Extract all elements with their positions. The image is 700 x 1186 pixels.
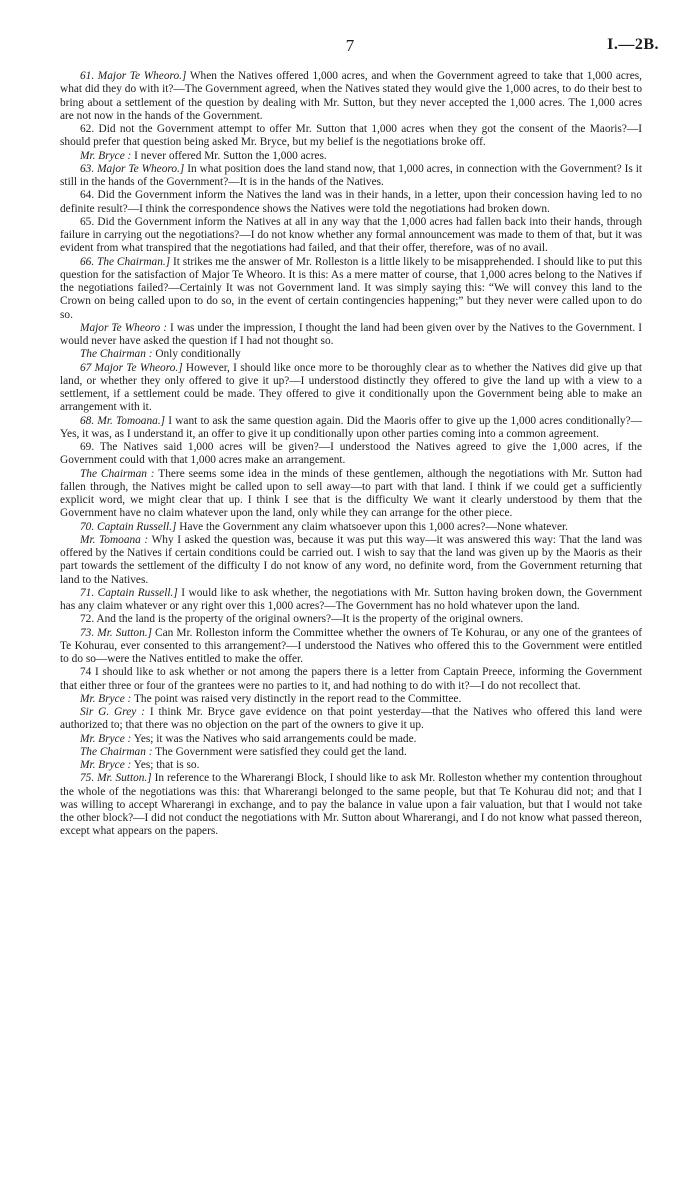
paragraph-text: The point was raised very distinctly in the report read to the Committee.	[131, 692, 462, 705]
paragraph-text: 69. The Natives said 1,000 acres will be given?—I understood the Natives agreed to give the 1,000 acres, if the Government could with that 1,000 acres make an arrangement.	[60, 441, 642, 467]
paragraph	[60, 733, 642, 746]
paragraph-text: There seems some idea in the minds of these gentlemen, although the negotiations with Mr. Sutton had fallen through, the Natives might be called upon to sell away—to part with that land. I think if we could get a sufficiently explicit word, we might clear that up. I think I see that is the difficulty We want it clearly understood by them that the Government have no claim whatever upon the land, only while they can arrange for the other piece.	[60, 467, 642, 520]
speaker-label: 66. The Chairman.]	[80, 255, 171, 268]
paragraph	[60, 362, 642, 415]
paragraph	[60, 746, 642, 759]
speaker-label: 75. Mr. Sutton.]	[80, 772, 152, 785]
speaker-label: Major Te Wheoro :	[80, 321, 167, 334]
paragraph	[60, 587, 642, 614]
speaker-label: The Chairman :	[80, 348, 153, 361]
paragraph-text: Can Mr. Rolleston inform the Committee whether the owners of Te Kohurau, or any one of the grantees of Te Kohurau, ever consented to this arrangement?—I understood the Natives who offered this to the Government were entitled to do so—were the Natives entitled to make the offer.	[60, 626, 642, 665]
speaker-label: 70. Captain Russell.]	[80, 520, 177, 533]
speaker-label: The Chairman :	[80, 467, 155, 480]
paragraph-text: 72. And the land is the property of the original owners?—It is the property of the original owners.	[80, 613, 524, 626]
page-number: 7	[345, 36, 355, 55]
paragraph-text: I would like to ask whether, the negotiations with Mr. Sutton having broken down, the Government has any claim whatever or any right over this 1,000 acres?—The Government has no hold whatever upon the land.	[60, 586, 642, 612]
paragraph-text: I think Mr. Bryce gave evidence on that point yesterday—that the Natives who offered this land were authorized to; that there was no objection on the part of the owners to give it up.	[60, 706, 642, 732]
paragraph-text: It strikes me the answer of Mr. Rolleston is a little likely to be misapprehended. I should like to put this question for the satisfaction of Major Te Wheoro. It is this: As a mere matter of course, that 1,000 acres belong to the Natives if the negotiations failed?—Certainly It was not Government land. It was simply saying this: “We will convey this land to the Crown on being called upon to do so, in the event of certain contingencies happening;” but they never were called upon to do so.	[60, 255, 642, 321]
speaker-label: 67 Major Te Wheoro.]	[80, 361, 183, 374]
document-reference: I.—2B.	[607, 36, 659, 53]
paragraph-text: I want to ask the same question again. Did the Maoris offer to give up the 1,000 acres conditionally?—Yes, it was, as I understand it, an offer to give it up conditionally upon other parties coming into a common agreement.	[60, 414, 642, 440]
paragraph-text: Yes; that is so.	[131, 759, 200, 771]
paragraph-text: 74 I should like to ask whether or not among the papers there is a letter from Captain Preece, informing the Government that either three or four of the grantees were no parties to it, and had nothing to do with it?—I do not recollect that.	[60, 666, 642, 692]
speaker-label: Mr. Bryce :	[80, 759, 132, 771]
paragraph-text: Why I asked the question was, because it was put this way—it was answered this way: That the land was offered by the Natives if certain conditions could be carried out. I wish to say that the land was given up by the Maoris as their part towards the settlement of the difficulty I do not know of any word, no definite word, from the Government returning that land to the Natives.	[60, 533, 642, 586]
paragraph	[60, 772, 642, 838]
paragraph	[60, 441, 642, 468]
speaker-label: 73. Mr. Sutton.]	[80, 626, 152, 639]
speaker-label: 68. Mr. Tomoana.]	[80, 414, 166, 427]
paragraph	[60, 256, 642, 322]
speaker-label: 63. Major Te Wheoro.]	[80, 162, 185, 175]
speaker-label: Mr. Bryce :	[80, 149, 132, 162]
paragraph-text: In reference to the Wharerangi Block, I should like to ask Mr. Rolleston whether my contention throughout the whole of the negotiations was this: that Wharerangi belonged to the same people, but that Te Kohurau did not; and that I was willing to accept Wharerangi in exchange, and to pay the balance in value upon a fair valuation, but that I would not take the other block?—I did not conduct the negotiations with Mr. Sutton about Wharerangi, and I do not know what passed thereon, except what appears on the papers.	[60, 772, 642, 838]
paragraph	[60, 163, 642, 190]
paragraph	[60, 189, 642, 216]
paragraph	[60, 759, 642, 772]
paragraph-text: However, I should like once more to be thoroughly clear as to whether the Natives did give up that land, or whether they only offered to give it up?—I understood distinctly they offered to give the land up with a view to a settlement, if a settlement could be made. They offered to give it conditionally upon the Government being able to make an arrangement with it.	[60, 361, 642, 414]
speaker-label: Mr. Bryce :	[80, 692, 132, 705]
paragraph	[60, 415, 642, 442]
paragraph-text: 62. Did not the Government attempt to offer Mr. Sutton that 1,000 acres when they got the consent of the Maoris?—I should prefer that question being asked Mr. Bryce, but my belief is the negotiations broke off.	[60, 123, 642, 149]
paragraph-text: I never offered Mr. Sutton the 1,000 acres.	[131, 149, 327, 162]
paragraph	[60, 216, 642, 256]
paragraph	[60, 468, 642, 521]
paragraph	[60, 123, 642, 150]
paragraph	[60, 534, 642, 587]
paragraph	[60, 348, 642, 361]
paragraph	[60, 706, 642, 733]
speaker-label: Mr. Bryce :	[80, 732, 132, 745]
paragraph	[60, 627, 642, 667]
paragraph-text: When the Natives offered 1,000 acres, and when the Government agreed to take that 1,000 acres, what did they do with it?—The Government agreed, when the Natives stated they would give the 1,000 acres, to do their best to bring about a settlement of the question by dealing with Mr. Sutton, but they never accepted the 1,000 acres. The 1,000 acres are not now in the hands of the Government.	[60, 70, 642, 122]
document-body	[60, 70, 642, 839]
speaker-label: 61. Major Te Wheoro.]	[80, 70, 187, 82]
paragraph	[60, 322, 642, 349]
speaker-label: Mr. Tomoana :	[80, 533, 149, 546]
paragraph	[60, 70, 642, 123]
speaker-label: The Chairman :	[80, 745, 153, 758]
paragraph	[60, 613, 642, 626]
paragraph-text: In what position does the land stand now, that 1,000 acres, in connection with the Government? Is it still in the hands of the Government?—It is in the hands of the Natives.	[60, 162, 642, 188]
paragraph-text: 65. Did the Government inform the Natives at all in any way that the 1,000 acres had fallen back into their hands, through failure in carrying out the negotiations?—I do not know whether any formal announcement was made to them of that, but it was evident from what transpired that the negotiations had failed, and that their offer, therefore, was of no avail.	[60, 215, 642, 255]
paragraph	[60, 521, 642, 534]
paragraph-text: Yes; it was the Natives who said arrangements could be made.	[131, 732, 417, 745]
paragraph-text: Only conditionally	[152, 348, 241, 361]
paragraph-text: Have the Government any claim whatsoever upon this 1,000 acres?—None whatever.	[176, 520, 568, 533]
speaker-label: Sir G. Grey :	[80, 706, 145, 718]
paragraph-text: I was under the impression, I thought the land had been given over by the Natives to the Government. I would never have asked the question if I had not thought so.	[60, 321, 642, 347]
paragraph-text: 64. Did the Government inform the Natives the land was in their hands, in a letter, upon their concession having led to no definite result?—I think the correspondence shows the Natives were told the negotiations had broken down.	[60, 189, 642, 215]
paragraph	[60, 693, 642, 706]
paragraph-text: The Government were satisfied they could get the land.	[152, 745, 407, 758]
paragraph	[60, 666, 642, 693]
speaker-label: 71. Captain Russell.]	[80, 586, 178, 599]
paragraph	[60, 150, 642, 163]
